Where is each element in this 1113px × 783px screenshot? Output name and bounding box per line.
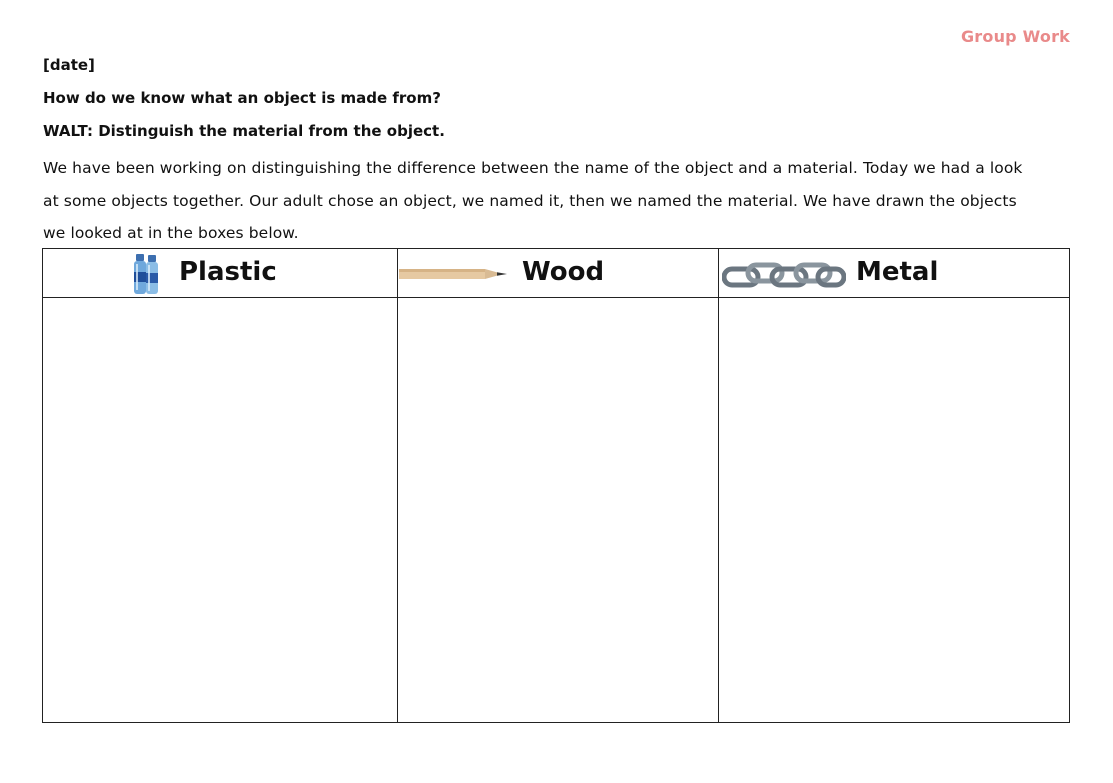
column-header-plastic [43,249,398,298]
drawing-row [43,298,1070,723]
drawing-box-wood[interactable] [398,298,719,723]
paragraph-line: We have been working on distinguishing the difference between the name of the object and a material. Today we had a look [43,159,1023,177]
water-bottles-icon [131,252,161,296]
materials-table [42,248,1070,723]
column-label: Wood [522,257,605,287]
pencil-icon [399,267,507,281]
paragraph-line: at some objects together. Our adult chose an object, we named it, then we named the material. We have drawn the objects [43,191,1017,210]
group-work-tag: Group Work [960,27,1070,46]
date-placeholder: [date] [43,56,95,74]
walt-objective: WALT: Distinguish the material from the object. [43,122,445,140]
drawing-box-metal[interactable] [719,298,1070,723]
column-header-wood [398,249,719,298]
column-label: Plastic [179,257,277,287]
description-paragraph [43,152,1073,250]
chain-icon [722,259,846,291]
column-header-metal [719,249,1070,298]
column-label: Metal [856,257,939,287]
paragraph-line: we looked at in the boxes below. [43,224,299,242]
drawing-box-plastic[interactable] [43,298,398,723]
lesson-question: How do we know what an object is made from? [43,89,441,107]
header-row [43,249,1070,298]
